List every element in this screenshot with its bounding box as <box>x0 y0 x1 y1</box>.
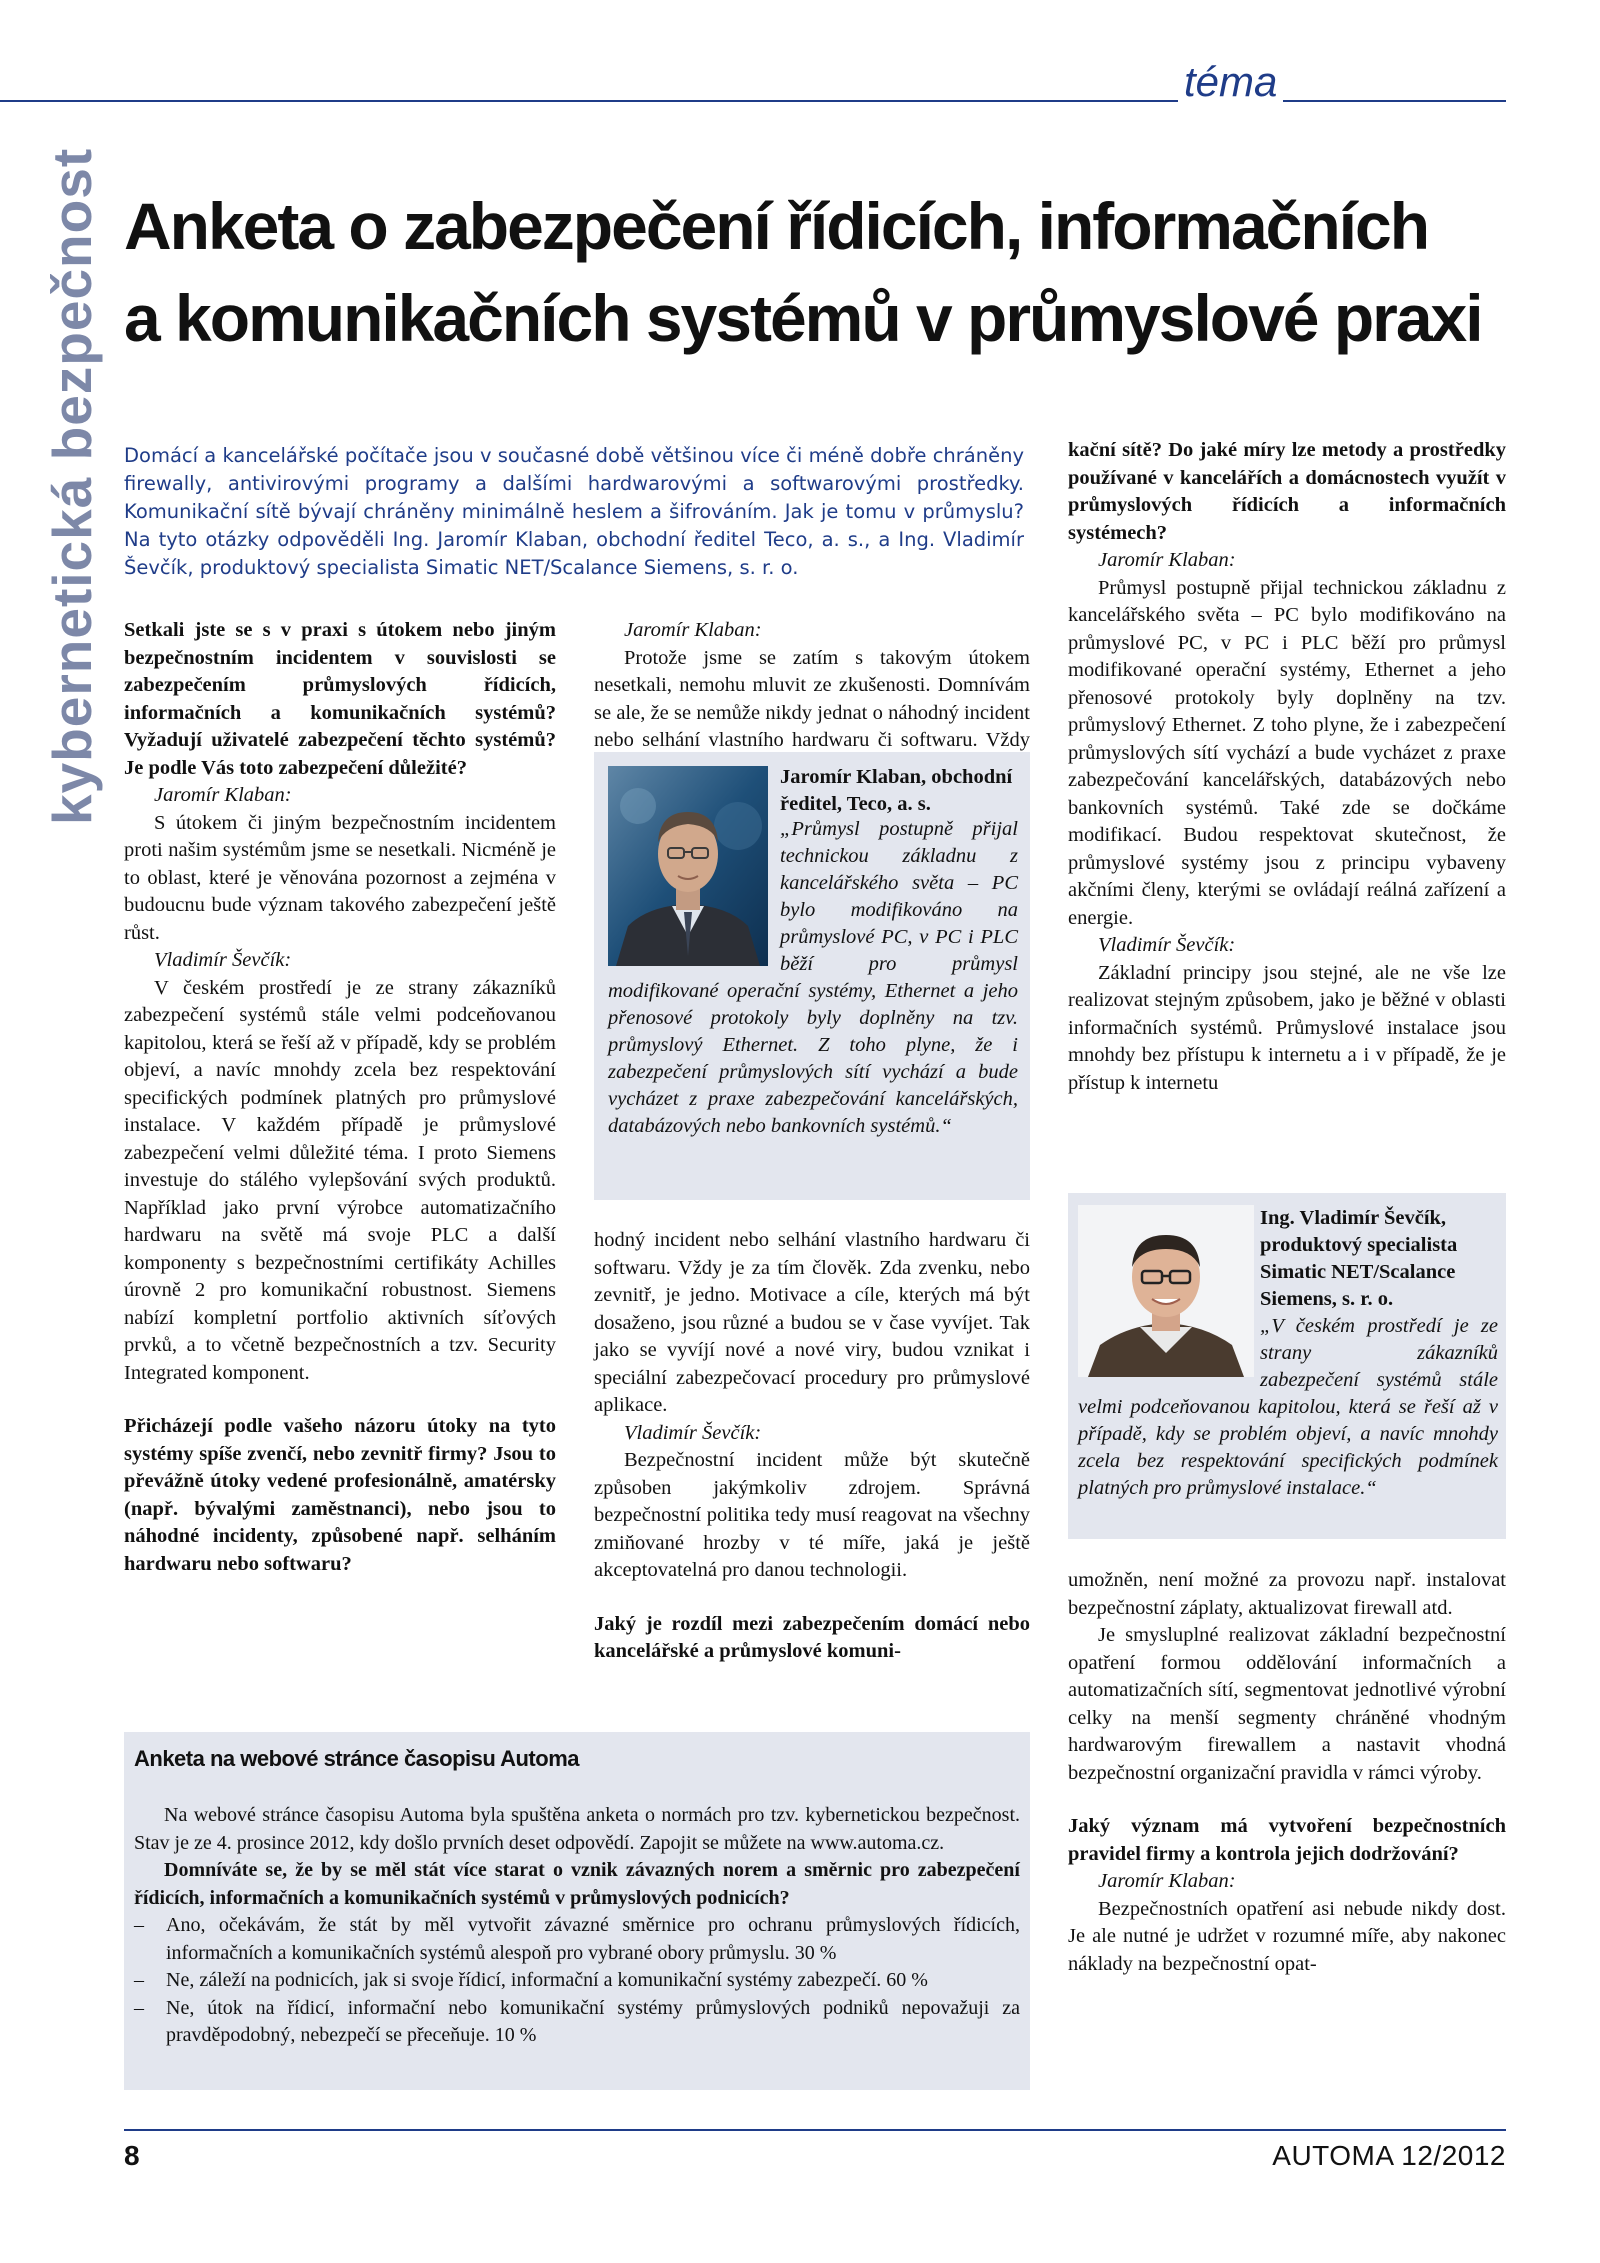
magazine-issue: AUTOMA 12/2012 <box>1272 2140 1506 2171</box>
quote-author-klaban: Jaromír Klaban, obchodní ředitel, Teco, a. s. <box>780 766 1013 815</box>
question-3-continued: kační sítě? Do jaké míry lze metody a prostředky používané v kancelářích a domácnostech využít v průmyslových řídicích a informačních systémech? <box>1068 439 1506 544</box>
survey-title: Anketa na webové stránce časopisu Automa <box>134 1746 579 1771</box>
speaker-klaban: Jaromír Klaban: <box>1098 549 1236 571</box>
survey-body <box>134 1802 1020 2050</box>
speaker-sevcik: Vladimír Ševčík: <box>624 1421 762 1444</box>
answer-paragraph: S útokem či jiným bezpečnostním incidentem proti našim systémům jsme se nesetkali. Nicméně je to oblast, které je věnována pozornost a zejména v budoucnu bude význam takového zabezpečení ještě růst. <box>124 811 556 944</box>
answer-paragraph: Bezpečnostní incident může být skutečně způsoben jakýmkoliv zdrojem. Správná bezpečnostní politika tedy musí reagovat na všechny zmiňované hrozby v té míře, jaká je ještě akceptovatelná pro danou technologii. <box>594 1449 1030 1581</box>
column-3-continued <box>1068 1567 1506 1978</box>
question-2: Přicházejí podle vašeho názoru útoky na tyto systémy spíše zvenčí, nebo zevnitř firmy? Jsou to převážně útoky vedené profesionálně, amatérsky (např. bývalými zaměstnanci), nebo jsou to náhodné incidenty, způsobené např. selháním hardwaru nebo softwaru? <box>124 1415 556 1575</box>
answer-paragraph: Protože jsme se zatím s takovým útokem nesetkali, nemohu mluvit ze zkušenosti. Domnívám se ale, že se nemůže nikdy jednat o náhodný incident nebo selhání vlastního hardwaru či softwaru. Vždy <box>594 646 1030 751</box>
title-line-1: Anketa o zabezpečení řídicích, informačních <box>124 189 1429 263</box>
speaker-sevcik: Vladimír Ševčík: <box>1098 934 1236 956</box>
speaker-klaban: Jaromír Klaban: <box>624 619 762 641</box>
answer-paragraph: V českém prostředí je ze strany zákazníků zabezpečení systémů stále velmi podceňovanou kapitolou, která se řeší až v případě, kdy se problém objeví, a navíc mnohdy zcela bez respektování specifických podmínek platných pro průmyslové instalace. V každém případě je průmyslové zabezpečení velmi důležité téma. I proto Siemens investuje do stálého vylepšování svých produktů. Například jako první výrobce automatizačního hardwaru na světě má svoje PLC a další komponenty s bezpečnostními certifikáty Achilles úrovně 2 pro komunikační robustnost. Siemens nabízí kompletní portfolio aktivních síťových prvků, a to včetně bezpečnostních a tzv. Security Integrated komponent. <box>124 976 556 1384</box>
footer-rule <box>124 2129 1506 2131</box>
column-2-continued <box>594 1227 1030 1666</box>
column-3 <box>1068 437 1506 1097</box>
quote-author-sevcik: Ing. Vladimír Ševčík, produktový specialista Simatic NET/Scalance Siemens, s. r. o. <box>1260 1207 1458 1310</box>
section-label: téma <box>1178 58 1283 106</box>
survey-intro: Na webové stránce časopisu Automa byla spuštěna anketa o normách pro tzv. kybernetickou bezpečnost. Stav je ze 4. prosince 2012, kdy došlo prvních deset odpovědí. Zapojit se můžete na www.automa.cz. <box>134 1804 1020 1854</box>
answer-paragraph: Průmysl postupně přijal technickou základnu z kancelářského světa – PC bylo modifikováno na průmyslové PC, v PC i PLC běží pro průmysl modifikované operační systémy, Ethernet a jeho přenosové protokoly byly doplněny na tzv. průmyslový Ethernet. Z toho plyne, že i zabezpečení průmyslových sítí vychází a bude vycházet z praxe zabezpečování kancelářských, databázových nebo bankovních systémů. Také zde se dočkáme modifikací. Budou respektovat skutečnost, že průmyslové systémy jsou z principu vybaveny akčními členy, kterými se ovládají reálná zařízení a energie. <box>1068 576 1506 929</box>
speaker-klaban: Jaromír Klaban: <box>154 784 292 806</box>
question-3: Jaký je rozdíl mezi zabezpečením domácí nebo kancelářské a průmyslové komuni- <box>594 1612 1030 1662</box>
survey-option: – Ano, očekávám, že stát by měl vytvořit závazné směrnice pro ochranu průmyslových řídicích, informačních a komunikačních systémů alespoň pro vybrané obory průmyslu. 30 % <box>134 1914 1020 1964</box>
answer-paragraph: umožněn, není možné za provozu např. instalovat bezpečnostní záplaty, aktualizovat firewall atd. <box>1068 1569 1506 1619</box>
survey-question: Domníváte se, že by se měl stát více starat o vznik závazných norem a směrnic pro zabezpečení řídicích, informačních a komunikačních systémů v průmyslových podnicích? <box>134 1859 1020 1909</box>
question-4: Jaký význam má vytvoření bezpečnostních pravidel firmy a kontrola jejich dodržování? <box>1068 1815 1506 1865</box>
answer-paragraph: Základní principy jsou stejné, ale ne vše lze realizovat stejným způsobem, jako je běžné v oblasti informačních systémů. Průmyslové instalace jsou mnohdy bez přístupu k internetu a i v případě, že je přístup k internetu <box>1068 961 1506 1094</box>
survey-options <box>134 1912 1020 2050</box>
page-number: 8 <box>124 2140 140 2171</box>
quote-text-sevcik: „V českém prostředí je ze strany zákazníků zabezpečení systémů stále velmi podceňovanou kapitolou, která se řeší až v případě, kdy se problém objeví, a navíc mnohdy zcela bez respektování specifických podmínek platných pro průmyslové instalace.“ <box>1078 1315 1498 1499</box>
survey-option: – Ne, záleží na podnicích, jak si svoje řídicí, informační a komunikační systémy zabezpečí. 60 % <box>134 1969 928 1991</box>
quote-text-klaban: „Průmysl postupně přijal technickou základnu z kancelářského světa – PC bylo modifikováno na průmyslové PC, v PC i PLC běží pro průmysl modifikované operační systémy, Ethernet a jeho přenosové protokoly byly doplněny na tzv. průmyslový Ethernet. Z toho plyne, že i zabezpečení průmyslových sítí vychází a bude vycházet z praxe zabezpečování kancelářských, databázových nebo bankovních systémů.“ <box>608 818 1018 1137</box>
article-lead: Domácí a kancelářské počítače jsou v současné době většinou více či méně dobře chráněny firewally, antivirovými programy a dalšími hardwarovými a softwarovými prostředky. Komunikační sítě bývají chráněny minimálně heslem a šifrováním. Jak je tomu v průmyslu? Na tyto otázky odpověděli Ing. Jaromír Klaban, obchodní ředitel Teco, a. s., a Ing. Vladimír Ševčík, produktový specialista Simatic NET/Scalance Siemens, s. r. o. <box>124 444 1024 579</box>
article-title <box>124 180 1482 364</box>
sidebar-section-title: kybernetická bezpečnost <box>41 147 103 825</box>
speaker-sevcik: Vladimír Ševčík: <box>154 949 292 971</box>
answer-paragraph: Je smysluplné realizovat základní bezpečnostní opatření formou oddělování informačních a automatizačních sítí, segmentovat jednotlivé výrobní celky na menší segmenty chráněné vhodným hardwarovým firewallem a nastavit vhodná bezpečnostní organizační pravidla v rámci výroby. <box>1068 1624 1506 1784</box>
column-1 <box>124 617 556 1578</box>
speaker-klaban: Jaromír Klaban: <box>1098 1870 1236 1892</box>
column-2 <box>594 617 1030 755</box>
survey-option: – Ne, útok na řídicí, informační nebo komunikační systémy průmyslových podniků nepovažuji za pravděpodobný, nebezpečí se přeceňuje. 10 % <box>134 1996 1020 2046</box>
pull-quote-klaban <box>594 752 1030 1200</box>
answer-paragraph: hodný incident nebo selhání vlastního hardwaru či softwaru. Vždy je za tím člověk. Zda zvenku, nebo zevnitř, je jedno. Motivace a cíle, kterých má být dosaženo, jsou různé a budou se v čase vyvíjet. Tak jako se vyvíjí nové a nové viry, budou vznikat i speciální zabezpečovací procedury pro průmyslové aplikace. <box>594 1229 1030 1416</box>
survey-box <box>124 1732 1030 2090</box>
pull-quote-sevcik <box>1068 1193 1506 1539</box>
answer-paragraph: Bezpečnostních opatření asi nebude nikdy dost. Je ale nutné je udržet v rozumné míře, aby nakonec náklady na bezpečnostní opat- <box>1068 1897 1506 1975</box>
title-line-2: a komunikačních systémů v průmyslové praxi <box>124 281 1482 355</box>
question-1: Setkali jste se s v praxi s útokem nebo jiným bezpečnostním incidentem v souvislosti se zabezpečením průmyslových řídicích, informačních a komunikačních systémů? Vyžadují uživatelé zabezpečení těchto systémů? Je podle Vás toto zabezpečení důležité? <box>124 619 556 779</box>
